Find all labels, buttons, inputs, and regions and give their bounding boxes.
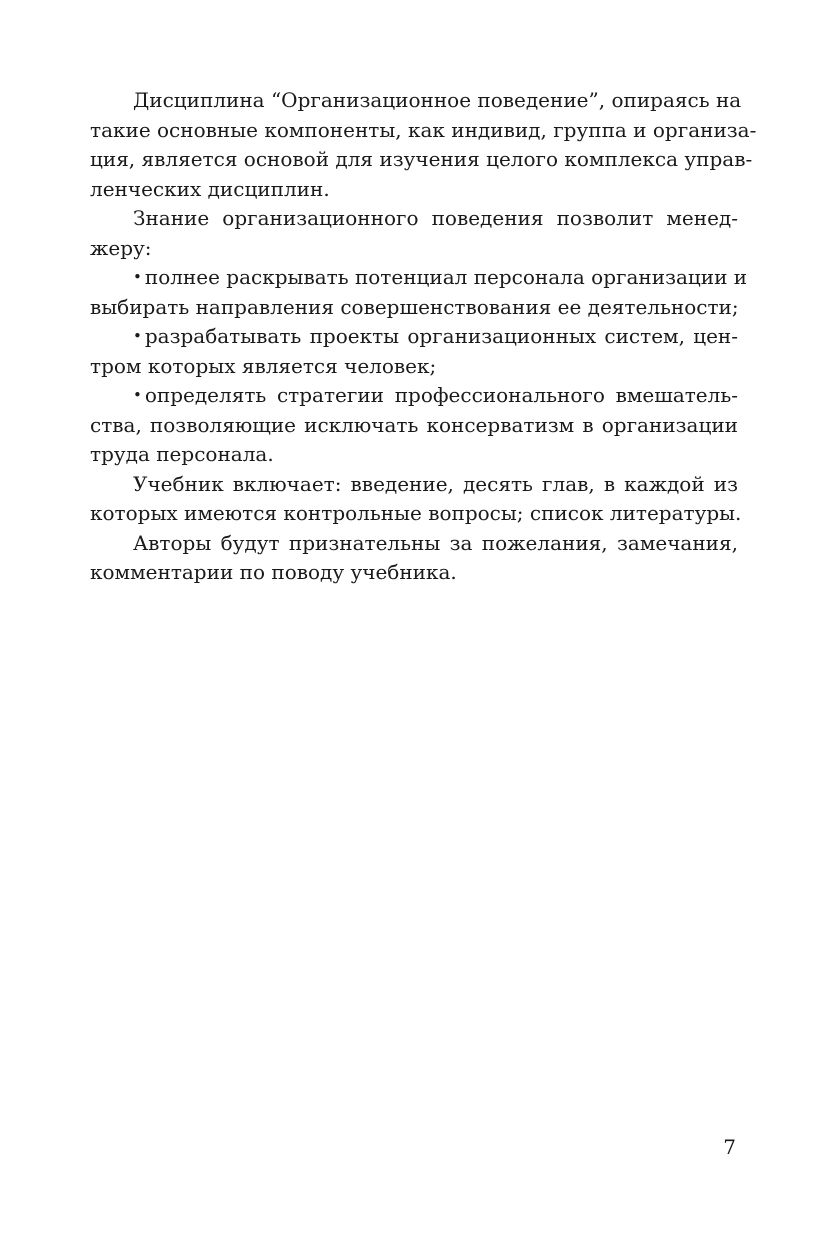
text-line (90, 263, 748, 293)
bullet-text: определять стратегии профессионального вмешатель- (144, 383, 738, 407)
text-line: труда персонала. (90, 442, 274, 466)
text-line: ленческих дисциплин. (90, 176, 330, 201)
bullet-item (90, 322, 738, 381)
page-body (90, 86, 757, 588)
paragraph-authors (90, 529, 738, 588)
text-line: выбирать направления совершенствования ее деятельности; (90, 294, 739, 319)
bullet-icon: • (133, 386, 142, 404)
text-line: которых имеются контрольные вопросы; список литературы. (90, 501, 742, 525)
text-line: Дисциплина “Организационное поведение”, опираясь на (133, 88, 742, 112)
text-line: ства, позволяющие исключать консерватизм в организации (90, 412, 738, 437)
text-line (90, 381, 738, 411)
text-line: жеру: (90, 235, 152, 260)
page-number: 7 (723, 1135, 736, 1159)
text-line: тром которых является человек; (90, 353, 437, 378)
bullet-text: разрабатывать проекты организационных систем, цен- (144, 324, 738, 348)
paragraph-contents (90, 470, 742, 529)
paragraph-knowledge (90, 204, 738, 263)
text-line: Учебник включает: введение, десять глав, в каждой из (133, 471, 738, 496)
bullet-item (90, 381, 738, 470)
bullet-item (90, 263, 748, 322)
text-line: такие основные компоненты, как индивид, группа и организа- (90, 117, 757, 142)
bullet-icon: • (133, 268, 142, 286)
bullet-text: полнее раскрывать потенциал персонала организации и (144, 265, 748, 289)
text-line (90, 322, 738, 352)
text-line: Знание организационного поведения позволит менед- (133, 206, 738, 230)
paragraph-intro (90, 86, 757, 204)
text-line: Авторы будут признательны за пожелания, замечания, (133, 530, 738, 555)
bullet-icon: • (133, 327, 142, 345)
text-line: ция, является основой для изучения целого комплекса управ- (90, 147, 753, 171)
text-line: комментарии по поводу учебника. (90, 560, 457, 584)
